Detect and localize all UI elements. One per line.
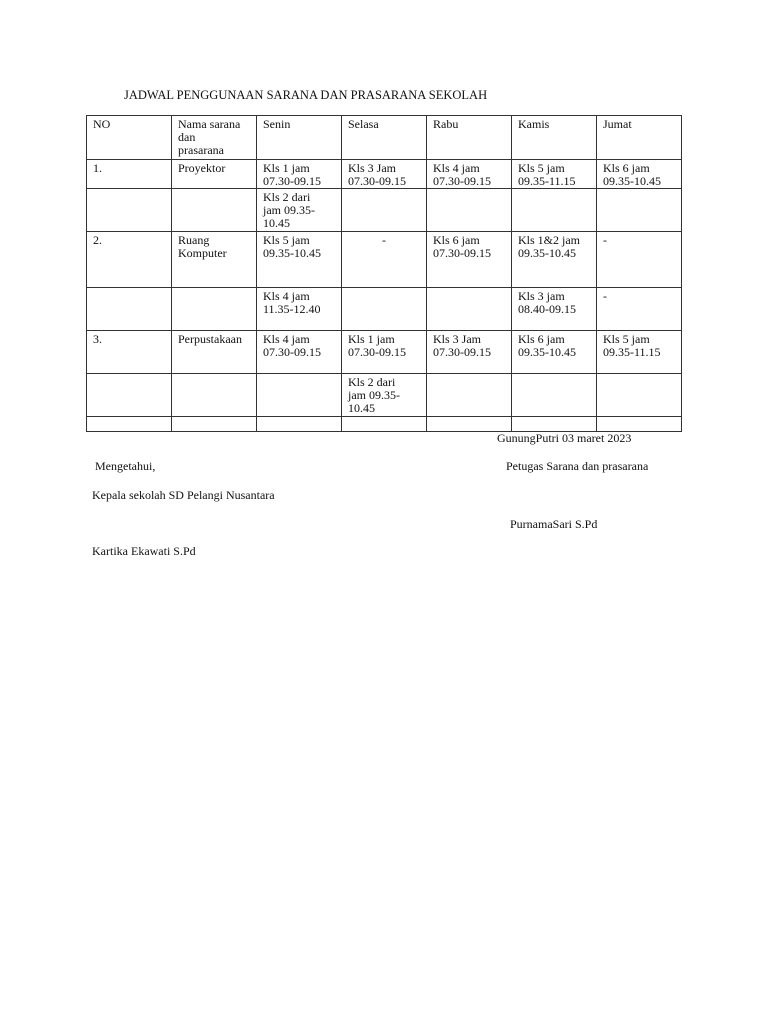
- header-cell-no: NO: [87, 116, 172, 160]
- table-cell-wednesday: Kls 4 jam 07.30-09.15: [427, 160, 512, 189]
- table-cell-tuesday: [342, 288, 427, 331]
- header-cell-thursday: Kamis: [512, 116, 597, 160]
- table-cell-friday: [597, 374, 682, 417]
- principal-name: Kartika Ekawati S.Pd: [92, 544, 196, 558]
- table-cell-monday: Kls 4 jam 11.35-12.40: [257, 288, 342, 331]
- document-title: JADWAL PENGGUNAAN SARANA DAN PRASARANA SEKOLAH: [124, 88, 488, 102]
- table-cell-friday: -: [597, 288, 682, 331]
- table-cell-friday: -: [597, 232, 682, 288]
- table-cell-facility: [172, 417, 257, 432]
- table-cell-friday: Kls 5 jam 09.35-11.15: [597, 331, 682, 374]
- table-cell-monday: [257, 374, 342, 417]
- table-cell-wednesday: [427, 288, 512, 331]
- table-cell-tuesday: [342, 189, 427, 232]
- table-cell-no: 3.: [87, 331, 172, 374]
- table-row: [87, 417, 682, 432]
- header-cell-facility: Nama sarana dan prasarana: [172, 116, 257, 160]
- schedule-table: [86, 115, 682, 432]
- table-cell-thursday: [512, 417, 597, 432]
- table-cell-facility: [172, 374, 257, 417]
- table-cell-no: 1.: [87, 160, 172, 189]
- table-cell-wednesday: Kls 3 Jam 07.30-09.15: [427, 331, 512, 374]
- header-cell-monday: Senin: [257, 116, 342, 160]
- table-cell-tuesday: Kls 2 dari jam 09.35- 10.45: [342, 374, 427, 417]
- table-row: [87, 331, 682, 374]
- place-date: GunungPutri 03 maret 2023: [497, 431, 632, 445]
- table-cell-thursday: Kls 6 jam 09.35-10.45: [512, 331, 597, 374]
- table-cell-thursday: Kls 3 jam 08.40-09.15: [512, 288, 597, 331]
- header-cell-wednesday: Rabu: [427, 116, 512, 160]
- table-cell-thursday: [512, 189, 597, 232]
- table-cell-facility: Perpustakaan: [172, 331, 257, 374]
- table-cell-tuesday: [342, 417, 427, 432]
- table-cell-facility: [172, 288, 257, 331]
- table-cell-monday: Kls 1 jam 07.30-09.15: [257, 160, 342, 189]
- table-cell-friday: Kls 6 jam 09.35-10.45: [597, 160, 682, 189]
- table-cell-facility: Ruang Komputer: [172, 232, 257, 288]
- table-cell-monday: Kls 2 dari jam 09.35- 10.45: [257, 189, 342, 232]
- table-cell-facility: Proyektor: [172, 160, 257, 189]
- officer-title: Petugas Sarana dan prasarana: [506, 459, 649, 473]
- table-cell-no: [87, 374, 172, 417]
- table-cell-wednesday: [427, 189, 512, 232]
- table-cell-monday: [257, 417, 342, 432]
- table-row: [87, 189, 682, 232]
- table-cell-tuesday: Kls 1 jam 07.30-09.15: [342, 331, 427, 374]
- table-cell-wednesday: [427, 374, 512, 417]
- table-cell-friday: [597, 417, 682, 432]
- table-row: [87, 288, 682, 331]
- table-cell-monday: Kls 4 jam 07.30-09.15: [257, 331, 342, 374]
- table-cell-no: [87, 189, 172, 232]
- table-row: [87, 374, 682, 417]
- header-cell-tuesday: Selasa: [342, 116, 427, 160]
- table-header-row: [87, 116, 682, 160]
- principal-title: Kepala sekolah SD Pelangi Nusantara: [92, 488, 275, 502]
- acknowledgement-label: Mengetahui,: [95, 459, 156, 473]
- table-cell-thursday: Kls 1&2 jam 09.35-10.45: [512, 232, 597, 288]
- table-row: [87, 232, 682, 288]
- table-cell-facility: [172, 189, 257, 232]
- table-cell-wednesday: Kls 6 jam 07.30-09.15: [427, 232, 512, 288]
- table-cell-tuesday: -: [342, 232, 427, 288]
- table-cell-tuesday: Kls 3 Jam 07.30-09.15: [342, 160, 427, 189]
- table-cell-thursday: Kls 5 jam 09.35-11.15: [512, 160, 597, 189]
- header-cell-friday: Jumat: [597, 116, 682, 160]
- table-cell-no: [87, 288, 172, 331]
- table-cell-thursday: [512, 374, 597, 417]
- table-cell-wednesday: [427, 417, 512, 432]
- table-row: [87, 160, 682, 189]
- officer-name: PurnamaSari S.Pd: [510, 517, 598, 531]
- table-cell-no: [87, 417, 172, 432]
- table-cell-friday: [597, 189, 682, 232]
- table-cell-no: 2.: [87, 232, 172, 288]
- table-cell-monday: Kls 5 jam 09.35-10.45: [257, 232, 342, 288]
